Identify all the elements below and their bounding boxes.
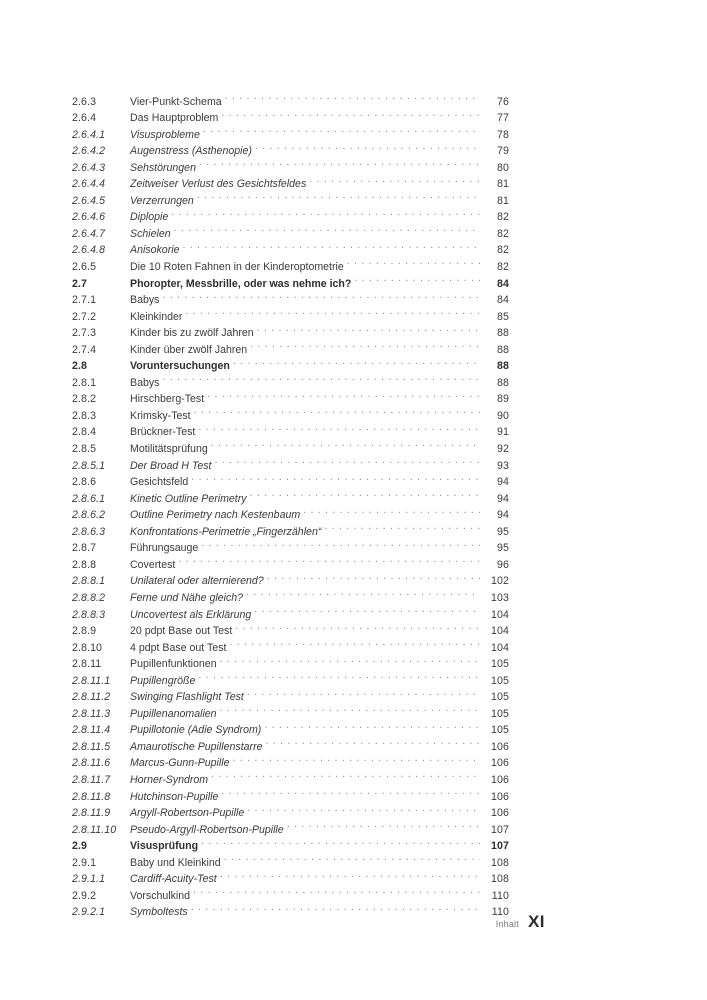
- toc-leader-dots: [178, 551, 480, 568]
- toc-entry-number: 2.9.1: [72, 856, 97, 869]
- toc-leader-dots: [214, 452, 480, 469]
- toc-entry-number: 2.8.8.3: [72, 608, 106, 621]
- toc-entry-number: 2.8.9: [72, 625, 97, 638]
- toc-leader-dots: [201, 535, 480, 552]
- toc-entry-page-number: 106: [491, 757, 509, 770]
- toc-entry-number: 2.8.4: [72, 426, 97, 439]
- toc-entry-title: Kinder über zwölf Jahren: [130, 343, 248, 356]
- toc-entry-page-number: 106: [491, 807, 509, 820]
- toc-entry-title: Outline Perimetry nach Kestenbaum: [130, 509, 301, 522]
- toc-entry-number: 2.6.4: [72, 112, 97, 125]
- toc-entry-page-number: 105: [491, 707, 509, 720]
- toc-entry-title: Kleinkinder: [130, 310, 183, 323]
- toc-leader-dots: [264, 717, 480, 734]
- toc-entry-page-number: 85: [497, 310, 509, 323]
- toc-entry-number: 2.8.11.10: [72, 823, 117, 836]
- toc-entry-page-number: 105: [491, 724, 509, 737]
- toc-entry-number: 2.8.11.3: [72, 707, 111, 720]
- toc-leader-dots: [207, 386, 480, 403]
- toc-entry-page-number: 78: [497, 128, 509, 141]
- toc-leader-dots: [229, 634, 480, 651]
- toc-entry-number: 2.8.7: [72, 542, 97, 555]
- toc-entry-number: 2.8.5.1: [72, 459, 106, 472]
- toc-entry-page-number: 81: [497, 194, 509, 207]
- toc-entry-page-number: 110: [491, 889, 509, 902]
- toc-leader-dots: [235, 618, 480, 635]
- toc-entry-title: Schielen: [130, 227, 171, 240]
- toc-entry-title: Kinetic Outline Perimetry: [130, 492, 247, 505]
- toc-entry-number: 2.8.6: [72, 476, 97, 489]
- toc-entry-title: Voruntersuchungen: [130, 360, 230, 373]
- toc-leader-dots: [162, 369, 480, 386]
- toc-leader-dots: [247, 800, 480, 817]
- toc-entry-page-number: 104: [491, 625, 509, 638]
- toc-entry-page-number: 107: [491, 840, 509, 853]
- toc-entry-number: 2.8.11.7: [72, 773, 111, 786]
- toc-leader-dots: [199, 154, 480, 171]
- toc-leader-dots: [203, 121, 480, 138]
- toc-entry-number: 2.6.4.7: [72, 227, 106, 240]
- toc-entry-title: Brückner-Test: [130, 426, 196, 439]
- toc-entry-number: 2.8.11.2: [72, 691, 111, 704]
- toc-entry-number: 2.9.2: [72, 889, 97, 902]
- toc-entry-title: Vorschulkind: [130, 889, 191, 902]
- toc-entry-page-number: 106: [491, 773, 509, 786]
- toc-entry-page-number: 88: [497, 360, 509, 373]
- toc-entry-page-number: 94: [497, 476, 509, 489]
- toc-entry-title: Pseudo-Argyll-Robertson-Pupille: [130, 823, 284, 836]
- toc-leader-dots: [174, 220, 480, 237]
- toc-entry-number: 2.8.5: [72, 443, 97, 456]
- toc-entry-title: Führungsauge: [130, 542, 199, 555]
- toc-entry-page-number: 82: [497, 227, 509, 240]
- toc-leader-dots: [246, 584, 480, 601]
- toc-entry-title: Swinging Flashlight Test: [130, 691, 244, 704]
- toc-entry-page-number: 80: [497, 161, 509, 174]
- toc-entry-page-number: 88: [497, 327, 509, 340]
- toc-leader-dots: [233, 353, 480, 370]
- toc-entry-page-number: 93: [497, 459, 509, 472]
- toc-entry-title: Pupillengröße: [130, 674, 196, 687]
- toc-entry-title: Motilitätsprüfung: [130, 443, 208, 456]
- page-footer: [0, 913, 707, 945]
- toc-entry-number: 2.9.2.1: [72, 906, 106, 919]
- toc-entry-number: 2.6.4.8: [72, 244, 106, 257]
- toc-entry-title: Visusprüfung: [130, 840, 199, 853]
- toc-entry-title: Verzerrungen: [130, 194, 194, 207]
- toc-entry-number: 2.6.4.3: [72, 161, 106, 174]
- toc-entry-number: 2.7: [72, 277, 88, 290]
- toc-leader-dots: [198, 667, 480, 684]
- toc-entry-page-number: 84: [497, 294, 509, 307]
- toc-entry-number: 2.9: [72, 840, 88, 853]
- toc-entry-page-number: 88: [497, 343, 509, 356]
- toc-entry-title: Visusprobleme: [130, 128, 200, 141]
- toc-entry-number: 2.7.1: [72, 294, 97, 307]
- toc-leader-dots: [201, 833, 480, 850]
- toc-entry-title: Sehstörungen: [130, 161, 196, 174]
- toc-entry-title: Hutchinson-Pupille: [130, 790, 219, 803]
- toc-entry-page-number: 103: [491, 591, 509, 604]
- toc-leader-dots: [171, 204, 480, 221]
- toc-entry-page-number: 89: [497, 393, 509, 406]
- toc-entry-page-number: 81: [497, 178, 509, 191]
- toc-entry-number: 2.8.11.5: [72, 740, 111, 753]
- toc-entry-number: 2.7.4: [72, 343, 97, 356]
- toc-entry-title: Konfrontations-Perimetrie „Fingerzählen“: [130, 525, 322, 538]
- toc-entry-page-number: 95: [497, 525, 509, 538]
- toc-leader-dots: [220, 700, 480, 717]
- toc-entry-title: Cardiff-Acuity-Test: [130, 873, 217, 886]
- toc-leader-dots: [197, 187, 480, 204]
- toc-entry-title: Pupillotonie (Adie Syndrom): [130, 724, 262, 737]
- toc-entry[interactable]: [72, 88, 509, 108]
- toc-entry-title: Horner-Syndrom: [130, 773, 209, 786]
- toc-entry-page-number: 94: [497, 492, 509, 505]
- toc-entry-page-number: 107: [491, 823, 509, 836]
- toc-entry-title: Ferne und Nähe gleich?: [130, 591, 244, 604]
- toc-entry-number: 2.6.4.6: [72, 211, 106, 224]
- toc-entry-title: Covertest: [130, 558, 176, 571]
- footer-page-number: XI: [527, 912, 545, 931]
- toc-entry-title: Amaurotische Pupillenstarre: [130, 740, 263, 753]
- toc-leader-dots: [220, 866, 480, 883]
- toc-entry-number: 2.6.4.5: [72, 194, 106, 207]
- toc-leader-dots: [257, 320, 480, 337]
- toc-entry-page-number: 104: [491, 641, 509, 654]
- toc-leader-dots: [211, 435, 480, 452]
- footer-section-label: Inhalt: [495, 919, 519, 929]
- toc-entry-page-number: 76: [497, 95, 509, 108]
- toc-entry-number: 2.8.11.9: [72, 807, 111, 820]
- toc-leader-dots: [347, 253, 480, 270]
- toc-entry-page-number: 94: [497, 509, 509, 522]
- toc-leader-dots: [247, 684, 480, 701]
- toc-leader-dots: [265, 733, 480, 750]
- toc-leader-dots: [193, 882, 480, 899]
- toc-entry-number: 2.8.6.1: [72, 492, 106, 505]
- toc-entry-title: Marcus-Gunn-Pupille: [130, 757, 230, 770]
- toc-entry-title: Argyll-Robertson-Pupille: [130, 807, 245, 820]
- toc-leader-dots: [250, 485, 480, 502]
- toc-entry-page-number: 92: [497, 443, 509, 456]
- toc-leader-dots: [198, 419, 480, 436]
- toc-entry-number: 2.8.8.1: [72, 575, 106, 588]
- toc-entry-title: Diplopie: [130, 211, 169, 224]
- toc-entry-number: 2.8.11.6: [72, 757, 111, 770]
- toc-leader-dots: [224, 849, 480, 866]
- toc-entry-number: 2.8.11: [72, 658, 102, 671]
- toc-entry-page-number: 96: [497, 558, 509, 571]
- toc-leader-dots: [324, 518, 480, 535]
- toc-leader-dots: [221, 105, 480, 122]
- toc-entry-number: 2.8.6.3: [72, 525, 106, 538]
- toc-entry-title: Unilateral oder alternierend?: [130, 575, 264, 588]
- toc-leader-dots: [303, 502, 480, 519]
- toc-leader-dots: [182, 237, 480, 254]
- toc-entry-title: Symboltests: [130, 906, 188, 919]
- toc-entry-title: Babys: [130, 376, 160, 389]
- toc-entry-title: Die 10 Roten Fahnen in der Kinderoptometrie: [130, 261, 344, 274]
- toc-leader-dots: [255, 138, 480, 155]
- toc-entry-page-number: 106: [491, 740, 509, 753]
- toc-leader-dots: [185, 303, 480, 320]
- toc-leader-dots: [287, 816, 480, 833]
- toc-entry-number: 2.7.2: [72, 310, 97, 323]
- toc-entry-number: 2.9.1.1: [72, 873, 106, 886]
- toc-entry-page-number: 105: [491, 691, 509, 704]
- toc-entry-title: Phoropter, Messbrille, oder was nehme ich?: [130, 277, 352, 290]
- toc-leader-dots: [220, 651, 480, 668]
- toc-entry-title: 4 pdpt Base out Test: [130, 641, 227, 654]
- toc-entry-page-number: 90: [497, 409, 509, 422]
- toc-entry-title: Das Hauptproblem: [130, 112, 219, 125]
- toc-entry-page-number: 105: [491, 658, 509, 671]
- toc-entry-number: 2.8.11.4: [72, 724, 111, 737]
- toc-entry-number: 2.6.4.1: [72, 128, 106, 141]
- toc-entry-number: 2.8.10: [72, 641, 103, 654]
- toc-entry-title: Pupillenanomalien: [130, 707, 217, 720]
- toc-entry-number: 2.6.5: [72, 261, 97, 274]
- toc-entry-page-number: 77: [497, 112, 509, 125]
- toc-entry-page-number: 95: [497, 542, 509, 555]
- toc-entry-title: 20 pdpt Base out Test: [130, 625, 233, 638]
- toc-leader-dots: [211, 766, 480, 783]
- toc-entry-title: Hirschberg-Test: [130, 393, 205, 406]
- toc-entry-number: 2.8.8: [72, 558, 97, 571]
- toc-entry-number: 2.6.3: [72, 95, 97, 108]
- toc-entry-title: Vier-Punkt-Schema: [130, 95, 222, 108]
- toc-entry-number: 2.8.6.2: [72, 509, 106, 522]
- toc-entry-title: Gesichtsfeld: [130, 476, 189, 489]
- toc-leader-dots: [250, 336, 480, 353]
- toc-entry-number: 2.8.2: [72, 393, 97, 406]
- toc-entry-page-number: 88: [497, 376, 509, 389]
- toc-entry-title: Zeitweiser Verlust des Gesichtsfeldes: [130, 178, 307, 191]
- toc-leader-dots: [225, 88, 480, 105]
- toc-entry-page-number: 82: [497, 261, 509, 274]
- toc-entry-page-number: 106: [491, 790, 509, 803]
- toc-leader-dots: [191, 469, 480, 486]
- toc-entry-page-number: 104: [491, 608, 509, 621]
- toc-entry-page-number: 84: [497, 277, 509, 290]
- toc-entry-number: 2.8.1: [72, 376, 97, 389]
- toc-entry-page-number: 102: [491, 575, 509, 588]
- toc-entry-page-number: 105: [491, 674, 509, 687]
- toc-leader-dots: [254, 601, 480, 618]
- toc-entry-title: Uncovertest als Erklärung: [130, 608, 252, 621]
- toc-entry-number: 2.6.4.4: [72, 178, 106, 191]
- toc-entry-page-number: 110: [491, 906, 509, 919]
- toc-entry-title: Der Broad H Test: [130, 459, 212, 472]
- toc-leader-dots: [162, 287, 480, 304]
- toc-leader-dots: [194, 402, 480, 419]
- toc-entry-title: Pupillenfunktionen: [130, 658, 217, 671]
- toc-entry-number: 2.8.11.8: [72, 790, 111, 803]
- toc-leader-dots: [221, 783, 480, 800]
- toc-entry-number: 2.7.3: [72, 327, 97, 340]
- toc-entry-title: Augenstress (Asthenopie): [130, 145, 252, 158]
- toc-entry-title: Krimsky-Test: [130, 409, 191, 422]
- toc-entry-title: Kinder bis zu zwölf Jahren: [130, 327, 254, 340]
- toc-leader-dots: [354, 270, 480, 287]
- toc-leader-dots: [267, 568, 480, 585]
- toc-entry-title: Babys: [130, 294, 160, 307]
- toc-entry-number: 2.6.4.2: [72, 145, 106, 158]
- toc-entry-number: 2.8.8.2: [72, 591, 106, 604]
- toc-entry-page-number: 91: [497, 426, 509, 439]
- toc-entry-page-number: 108: [491, 856, 509, 869]
- toc-entry-page-number: 108: [491, 873, 509, 886]
- toc-entry-number: 2.8: [72, 360, 88, 373]
- toc-entry-number: 2.8.3: [72, 409, 97, 422]
- toc-entry-page-number: 82: [497, 244, 509, 257]
- toc-entry-title: Baby und Kleinkind: [130, 856, 221, 869]
- toc-entry-title: Anisokorie: [130, 244, 180, 257]
- toc-leader-dots: [309, 171, 480, 188]
- toc-entry-list: [72, 88, 509, 919]
- toc-entry-number: 2.8.11.1: [72, 674, 111, 687]
- toc-entry-page-number: 79: [497, 145, 509, 158]
- toc-entry-page-number: 82: [497, 211, 509, 224]
- footer-content: [496, 913, 545, 930]
- toc-leader-dots: [233, 750, 480, 767]
